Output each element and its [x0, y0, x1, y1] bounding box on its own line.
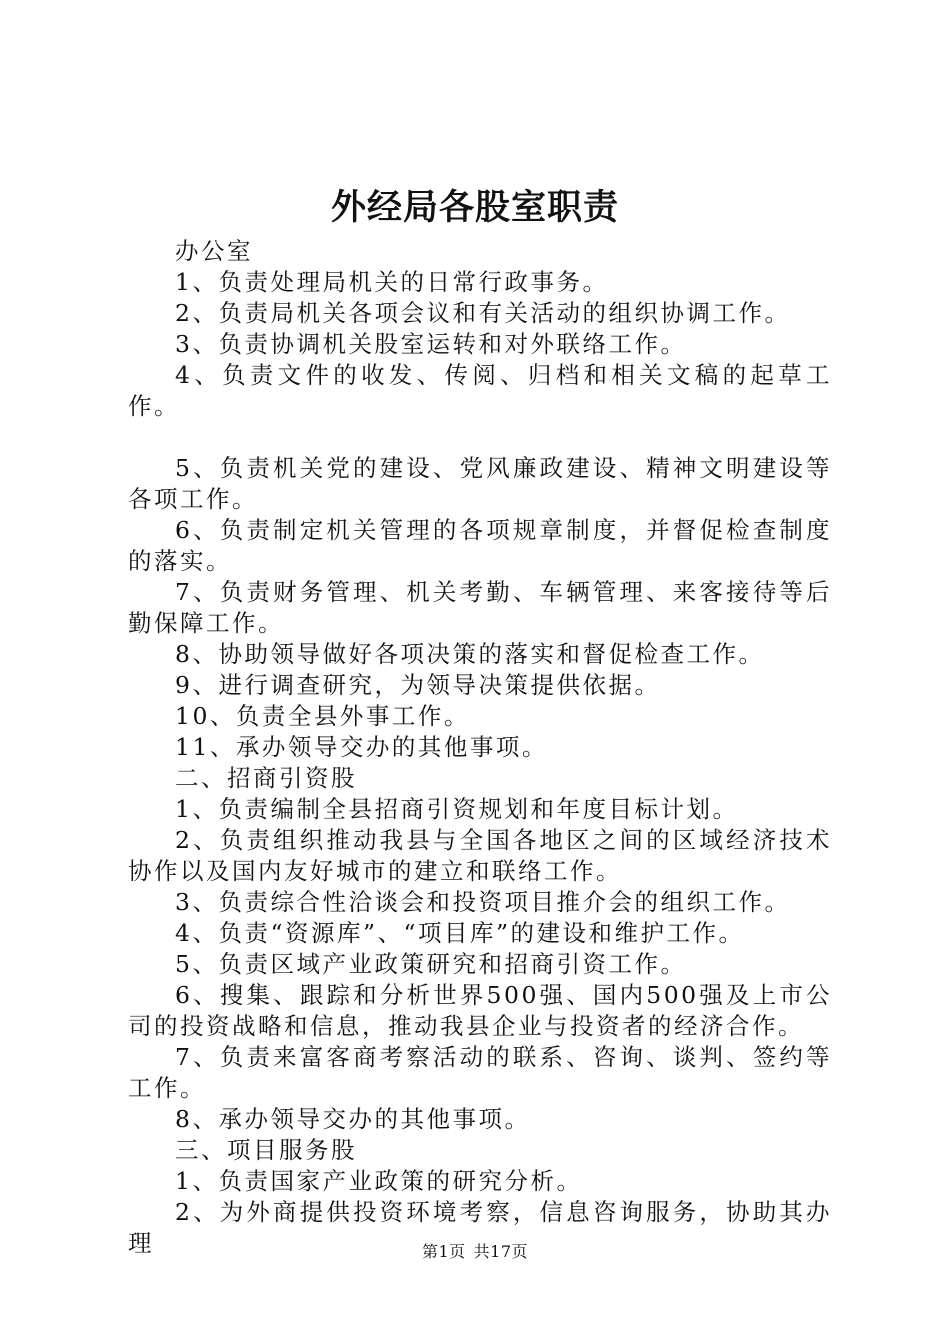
document-body	[128, 236, 832, 1259]
paragraph: 2、为外商提供投资环境考察，信息咨询服务，协助其办理	[128, 1198, 832, 1257]
section-heading-investment: 二、招商引资股	[175, 764, 357, 792]
paragraph: 7、负责财务管理、机关考勤、车辆管理、来客接待等后勤保障工作。	[128, 578, 832, 637]
page-number: 第1页	[421, 1242, 466, 1261]
document-title: 外经局各股室职责	[330, 187, 619, 228]
section-heading-project-service: 三、项目服务股	[175, 1136, 357, 1164]
page-footer	[0, 1241, 950, 1263]
paragraph: 6、搜集、跟踪和分析世界500强、国内500强及上市公司的投资战略和信息，推动我县企业与投资者的经济合作。	[128, 981, 832, 1040]
paragraph: 3、负责协调机关股室运转和对外联络工作。	[175, 330, 687, 358]
paragraph: 5、负责区域产业政策研究和招商引资工作。	[175, 950, 687, 978]
paragraph: 11、承办领导交办的其他事项。	[175, 733, 548, 761]
paragraph: 6、负责制定机关管理的各项规章制度，并督促检查制度的落实。	[128, 516, 832, 575]
paragraph: 8、承办领导交办的其他事项。	[175, 1105, 531, 1133]
paragraph: 2、负责组织推动我县与全国各地区之间的区域经济技术协作以及国内友好城市的建立和联络工作。	[128, 826, 832, 885]
paragraph: 2、负责局机关各项会议和有关活动的组织协调工作。	[175, 299, 791, 327]
paragraph: 4、负责文件的收发、传阅、归档和相关文稿的起草工作。	[128, 361, 832, 420]
paragraph: 10、负责全县外事工作。	[175, 702, 470, 730]
paragraph: 7、负责来富客商考察活动的联系、咨询、谈判、签约等工作。	[128, 1043, 832, 1102]
paragraph: 4、负责“资源库”、“项目库”的建设和维护工作。	[175, 919, 745, 947]
paragraph: 9、进行调查研究，为领导决策提供依据。	[175, 671, 661, 699]
paragraph: 3、负责综合性洽谈会和投资项目推介会的组织工作。	[175, 888, 791, 916]
paragraph: 1、负责处理局机关的日常行政事务。	[175, 268, 609, 296]
paragraph: 8、协助领导做好各项决策的落实和督促检查工作。	[175, 640, 765, 668]
paragraph: 5、负责机关党的建设、党风廉政建设、精神文明建设等各项工作。	[128, 454, 832, 513]
paragraph: 1、负责编制全县招商引资规划和年度目标计划。	[175, 795, 739, 823]
section-heading-office: 办公室	[175, 237, 253, 265]
paragraph: 1、负责国家产业政策的研究分析。	[175, 1167, 583, 1195]
page-total: 共17页	[473, 1242, 529, 1261]
